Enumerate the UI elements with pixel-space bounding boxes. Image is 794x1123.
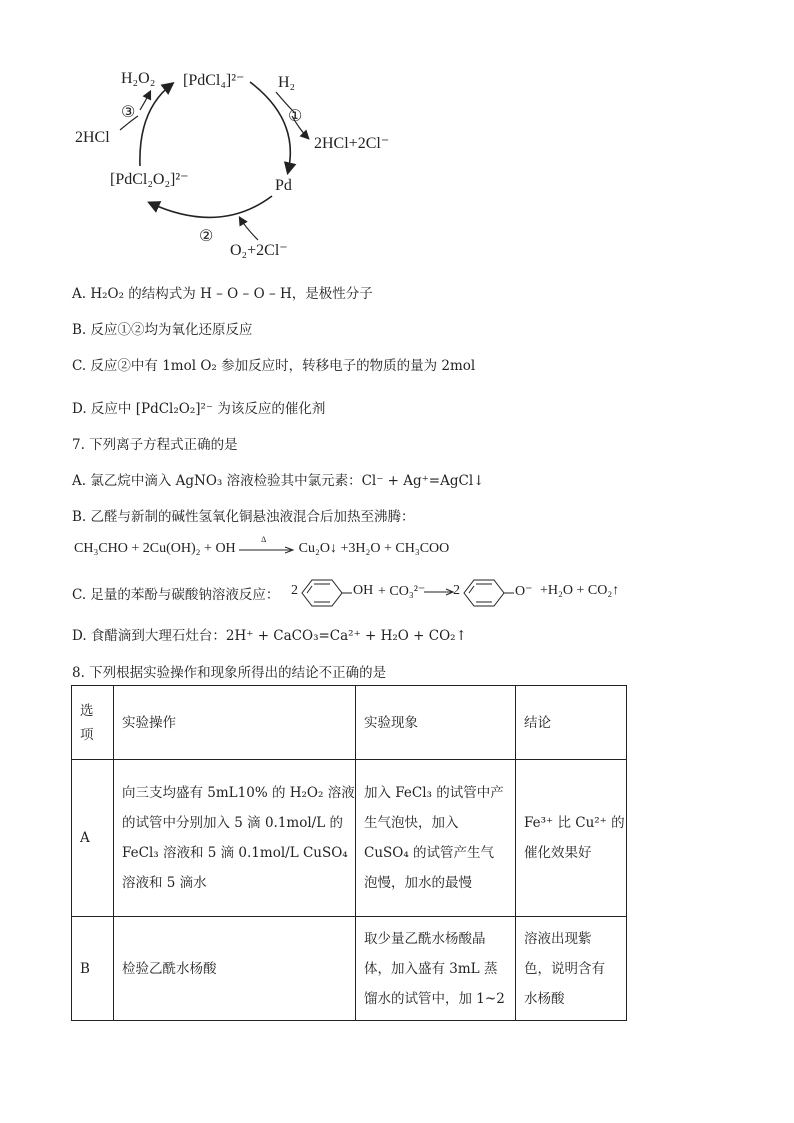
q7-b-equation xyxy=(74,534,450,557)
text-line: 向三支均盛有 5mL10% 的 H₂O₂ 溶液 xyxy=(122,785,355,801)
q7-option-d: D. 食醋滴到大理石灶台：2H⁺ + CaCO₃=Ca²⁺ + H₂O + CO₂↑ xyxy=(72,628,467,644)
arrow-step1 xyxy=(250,82,290,172)
arrow-h2o2-out xyxy=(140,92,150,110)
q7-option-a: A. 氯乙烷中滴入 AgNO₃ 溶液检验其中氯元素：Cl⁻ + Ag⁺=AgCl↓ xyxy=(72,473,485,489)
bond-line xyxy=(342,590,352,596)
text-line: 泡慢，加水的最慢 xyxy=(364,875,472,891)
text-line: Fe³⁺ 比 Cu²⁺ 的 xyxy=(524,815,625,831)
text-line: 生气泡快，加入 xyxy=(364,815,459,831)
text-line: 色，说明含有 xyxy=(524,960,605,977)
text-line: 溶液出现紫 xyxy=(524,930,592,947)
text-line: 水杨酸 xyxy=(524,990,565,1007)
q7-c-right-rest: +H₂O + CO₂↑ xyxy=(540,583,620,598)
label-pd: Pd xyxy=(275,177,292,194)
q8-stem: 8. 下列根据实验操作和现象所得出的结论不正确的是 xyxy=(72,665,387,681)
label-step3: ③ xyxy=(121,104,136,121)
header-operation: 实验操作 xyxy=(114,686,356,760)
q7-c-right-group: O⁻ xyxy=(515,584,533,599)
text-line: 催化效果好 xyxy=(524,845,592,861)
q7-c-prefix: C. 足量的苯酚与碳酸钠溶液反应： xyxy=(72,587,280,603)
q7-stem: 7. 下列离子方程式正确的是 xyxy=(72,437,238,453)
label-step1: ① xyxy=(288,108,303,125)
header-option-text: 选项 xyxy=(80,702,94,743)
row-b-phenomenon xyxy=(356,917,516,1021)
text-line: 取少量乙酰水杨酸晶 xyxy=(364,930,486,947)
q7-b-eq-condition: Δ xyxy=(261,534,267,544)
row-b-option: B xyxy=(72,917,114,1021)
reaction-arrow-icon xyxy=(424,587,454,597)
text-line: 体，加入盛有 3mL 蒸 xyxy=(364,960,498,977)
row-b-operation xyxy=(114,917,356,1021)
q6-option-c: C. 反应②中有 1mol O₂ 参加反应时，转移电子的物质的量为 2mol xyxy=(72,358,476,374)
header-phenomenon: 实验现象 xyxy=(356,686,516,760)
row-a-phenomenon xyxy=(356,760,516,917)
text-line: 检验乙酰水杨酸 xyxy=(122,960,217,977)
q7-c-left-coef: 2 xyxy=(291,583,298,598)
row-a-option: A xyxy=(72,760,114,917)
label-h2: H₂ xyxy=(278,74,296,91)
bond-line xyxy=(504,590,514,596)
arrow-step2 xyxy=(150,196,272,217)
benzene-ring-icon xyxy=(462,578,506,608)
label-step2: ② xyxy=(199,228,214,245)
arrow-step3 xyxy=(140,84,172,166)
label-o2-2cl: O₂+2Cl⁻ xyxy=(230,242,288,259)
text-line: 溶液和 5 滴水 xyxy=(122,875,207,891)
text-line: CuSO₄ 的试管产生气 xyxy=(364,845,495,861)
q7-c-left-plus: + CO₃²⁻ xyxy=(378,584,426,599)
table-header-row xyxy=(72,686,627,760)
label-pdcl4: [PdCl₄]²⁻ xyxy=(183,72,245,89)
text-line: 的试管中分别加入 5 滴 0.1mol/L 的 xyxy=(122,815,343,831)
q6-option-b: B. 反应①②均为氧化还原反应 xyxy=(72,322,253,338)
text-line: 加入 FeCl₃ 的试管中产 xyxy=(364,785,504,801)
q7-c-left-group: OH xyxy=(353,583,374,598)
benzene-ring-icon xyxy=(300,578,344,608)
q7-b-eq-right: Cu₂O↓ +3H₂O + CH₃COO xyxy=(298,541,450,556)
catalytic-cycle-diagram xyxy=(0,0,794,270)
experiment-table xyxy=(71,685,627,1021)
label-h2o2: H₂O₂ xyxy=(121,70,156,87)
q7-c-right-coef: 2 xyxy=(453,583,460,598)
reaction-arrow-icon xyxy=(239,542,295,556)
q7-option-b: B. 乙醛与新制的碱性氢氧化铜悬浊液混合后加热至沸腾： xyxy=(72,509,415,525)
label-pdcl2o2: [PdCl₂O₂]²⁻ xyxy=(110,171,189,188)
row-a-conclusion xyxy=(516,760,627,917)
text-line: 馏水的试管中，加 1~2 xyxy=(364,990,505,1007)
header-option xyxy=(72,686,114,760)
text-line: FeCl₃ 溶液和 5 滴 0.1mol/L CuSO₄ xyxy=(122,845,348,861)
table-row xyxy=(72,760,627,917)
q6-option-d: D. 反应中 [PdCl₂O₂]²⁻ 为该反应的催化剂 xyxy=(72,401,326,417)
q7-b-eq-arrow xyxy=(239,534,295,556)
q6-option-a: A. H₂O₂ 的结构式为 H – O – O – H，是极性分子 xyxy=(72,286,373,302)
label-product1: 2HCl+2Cl⁻ xyxy=(314,135,390,152)
arrow-o2-in xyxy=(240,218,258,240)
label-2hcl: 2HCl xyxy=(75,129,110,146)
header-conclusion: 结论 xyxy=(516,686,627,760)
table-row xyxy=(72,917,627,1021)
row-a-operation xyxy=(114,760,356,917)
row-b-conclusion xyxy=(516,917,627,1021)
q7-b-eq-left: CH₃CHO + 2Cu(OH)₂ + OH xyxy=(74,541,236,556)
